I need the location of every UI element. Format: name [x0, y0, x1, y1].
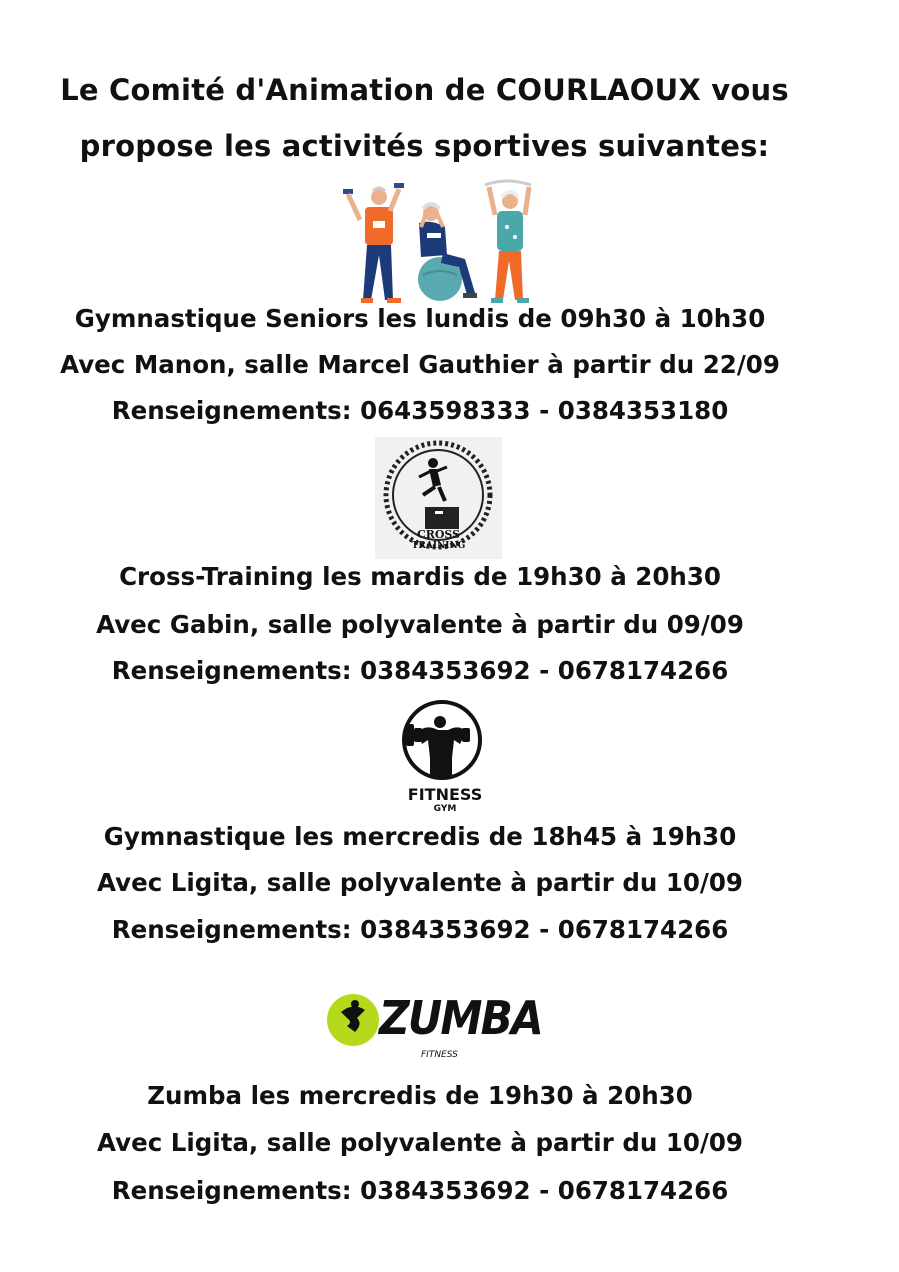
- title-line-2: propose les activités sportives suivantes:: [79, 129, 770, 163]
- fitness-logo-text-2: GYM: [433, 804, 457, 814]
- activity-2-with: Avec Gabin, salle polyvalente à partir du 09/09: [96, 610, 744, 639]
- activity-2-info: Renseignements: 0384353692 - 0678174266: [111, 656, 729, 685]
- seniors-exercising-icon: [335, 175, 550, 310]
- activity-4-info: Renseignements: 0384353692 - 0678174266: [111, 1176, 729, 1205]
- cross-training-icon: [375, 437, 502, 559]
- activity-4-with: Avec Ligita, salle polyvalente à partir du 10/09: [97, 1128, 743, 1157]
- zumba-logo-text-2: FITNESS: [421, 1050, 458, 1060]
- activity-1-info: Renseignements: 0643598333 - 0384353180: [111, 396, 729, 425]
- activity-2-title: Cross-Training les mardis de 19h30 à 20h30: [119, 562, 721, 591]
- activity-3-info: Renseignements: 0384353692 - 0678174266: [111, 915, 729, 944]
- activity-4-title: Zumba les mercredis de 19h30 à 20h30: [147, 1081, 693, 1110]
- activity-1-with: Avec Manon, salle Marcel Gauthier à partir du 22/09: [60, 350, 780, 379]
- activity-3-title: Gymnastique les mercredis de 18h45 à 19h30: [103, 822, 737, 851]
- fitness-gym-icon: [390, 698, 500, 820]
- zumba-logo-text-1: ZUMBA: [379, 991, 542, 1045]
- fitness-logo-text-1: FITNESS: [407, 785, 483, 804]
- activity-1-title: Gymnastique Seniors les lundis de 09h30 à 10h30: [74, 304, 766, 333]
- page-title: [0, 62, 849, 174]
- cross-logo-text-2: TRAINING: [411, 541, 466, 551]
- title-line-1: Le Comité d'Animation de COURLAOUX vous: [60, 73, 789, 107]
- activity-3-with: Avec Ligita, salle polyvalente à partir du 10/09: [97, 868, 743, 897]
- zumba-fitness-icon: [323, 988, 542, 1070]
- cross-logo-text-1: CROSS: [416, 528, 461, 541]
